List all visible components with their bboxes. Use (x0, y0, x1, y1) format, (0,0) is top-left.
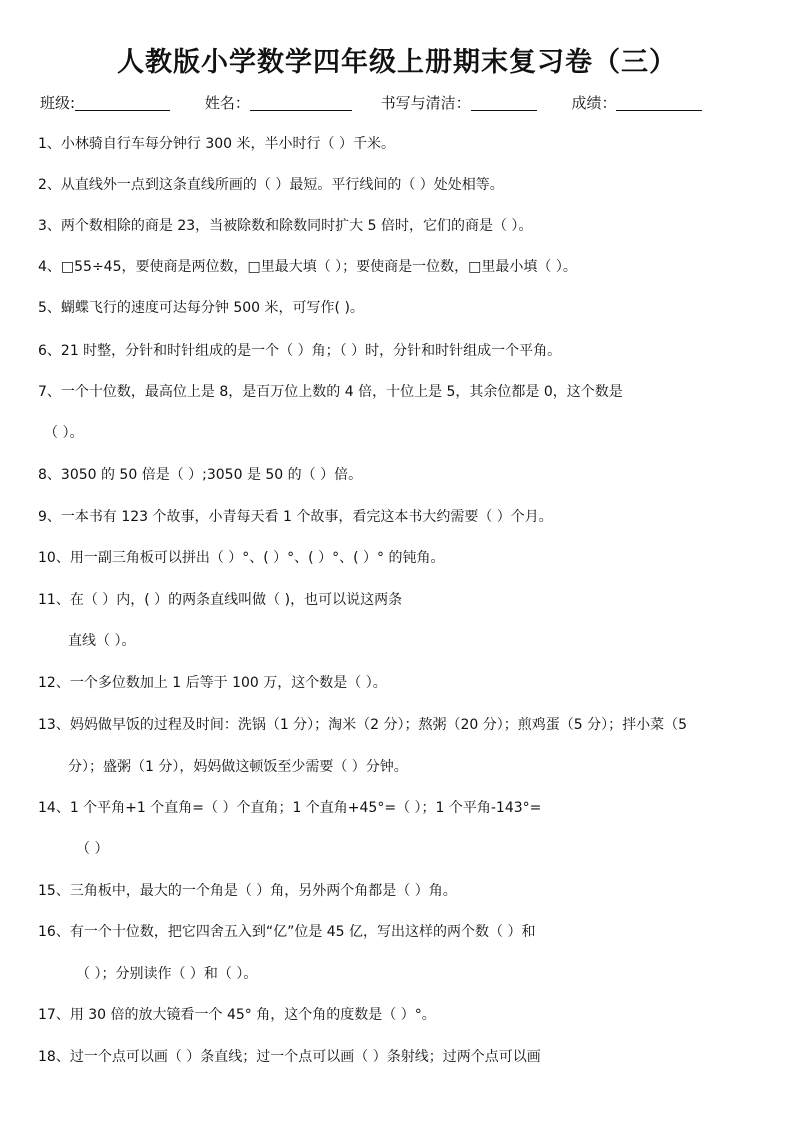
class-blank[interactable] (75, 95, 170, 111)
question-5: 5、蝴蝶飞行的速度可达每分钟 500 米，可写作( )。 (38, 300, 364, 316)
question-4: 4、□55÷45，要使商是两位数，□里最大填（ ）；要使商是一位数，□里最小填（ ）。 (38, 259, 577, 275)
name-field[interactable] (205, 92, 352, 113)
name-label: 姓名： (204, 94, 250, 112)
question-8: 8、3050 的 50 倍是（ ）;3050 是 50 的（ ）倍。 (38, 467, 363, 483)
class-label: 班级: (40, 94, 76, 112)
question-1: 1、小林骑自行车每分钟行 300 米，半小时行（ ）千米。 (38, 136, 395, 152)
question-7: 7、一个十位数，最高位上是 8，是百万位上数的 4 倍，十位上是 5，其余位都是 0，这个数是 (38, 384, 623, 400)
score-label: 成绩： (571, 94, 617, 112)
student-info-row (40, 92, 732, 113)
question-12: 12、一个多位数加上 1 后等于 100 万，这个数是（ ）。 (38, 675, 387, 691)
neatness-blank[interactable] (471, 95, 537, 111)
question-14: 14、1 个平角+1 个直角=（ ）个直角；1 个直角+45°=（ ）；1 个平角-143°= (38, 800, 542, 816)
neatness-field[interactable] (381, 92, 537, 113)
question-10: 10、用一副三角板可以拼出（ ）°、( ）°、( ）°、( ）° 的钝角。 (38, 550, 445, 566)
question-14-continued: （ ） (76, 841, 109, 857)
neatness-label: 书写与清洁： (380, 94, 471, 112)
question-11-continued: 直线（ ）。 (68, 633, 136, 649)
question-13-continued: 分）；盛粥（1 分），妈妈做这顿饭至少需要（ ）分钟。 (68, 759, 408, 775)
question-2: 2、从直线外一点到这条直线所画的（ ）最短。平行线间的（ ）处处相等。 (38, 177, 504, 193)
question-3: 3、两个数相除的商是 23，当被除数和除数同时扩大 5 倍时，它们的商是（ ）。 (38, 218, 533, 234)
question-9: 9、一本书有 123 个故事，小青每天看 1 个故事，看完这本书大约需要（ ）个月。 (38, 509, 553, 525)
question-11: 11、在（ ）内，( ）的两条直线叫做（ )，也可以说这两条 (38, 592, 403, 608)
page-title: 人教版小学数学四年级上册期末复习卷（三） (117, 47, 677, 78)
question-16: 16、有一个十位数，把它四舍五入到“亿”位是 45 亿，写出这样的两个数（ ）和 (38, 924, 536, 940)
class-field[interactable] (40, 92, 170, 113)
question-18: 18、过一个点可以画（ ）条直线；过一个点可以画（ ）条射线；过两个点可以画 (38, 1049, 541, 1065)
question-7-continued: （ ）。 (44, 425, 84, 441)
score-blank[interactable] (616, 95, 702, 111)
question-13: 13、妈妈做早饭的过程及时间：洗锅（1 分）；淘米（2 分）；熬粥（20 分）；煎鸡蛋（5 分）；拌小菜（5 (38, 717, 688, 733)
question-17: 17、用 30 倍的放大镜看一个 45° 角，这个角的度数是（ ）°。 (38, 1007, 436, 1023)
name-blank[interactable] (250, 95, 352, 111)
question-16-continued: （ ）；分别读作（ ）和（ ）。 (76, 966, 258, 982)
score-field[interactable] (571, 92, 702, 113)
question-6: 6、21 时整，分针和时针组成的是一个（ ）角；（ ）时，分针和时针组成一个平角。 (38, 343, 562, 359)
question-15: 15、三角板中，最大的一个角是（ ）角，另外两个角都是（ ）角。 (38, 883, 457, 899)
